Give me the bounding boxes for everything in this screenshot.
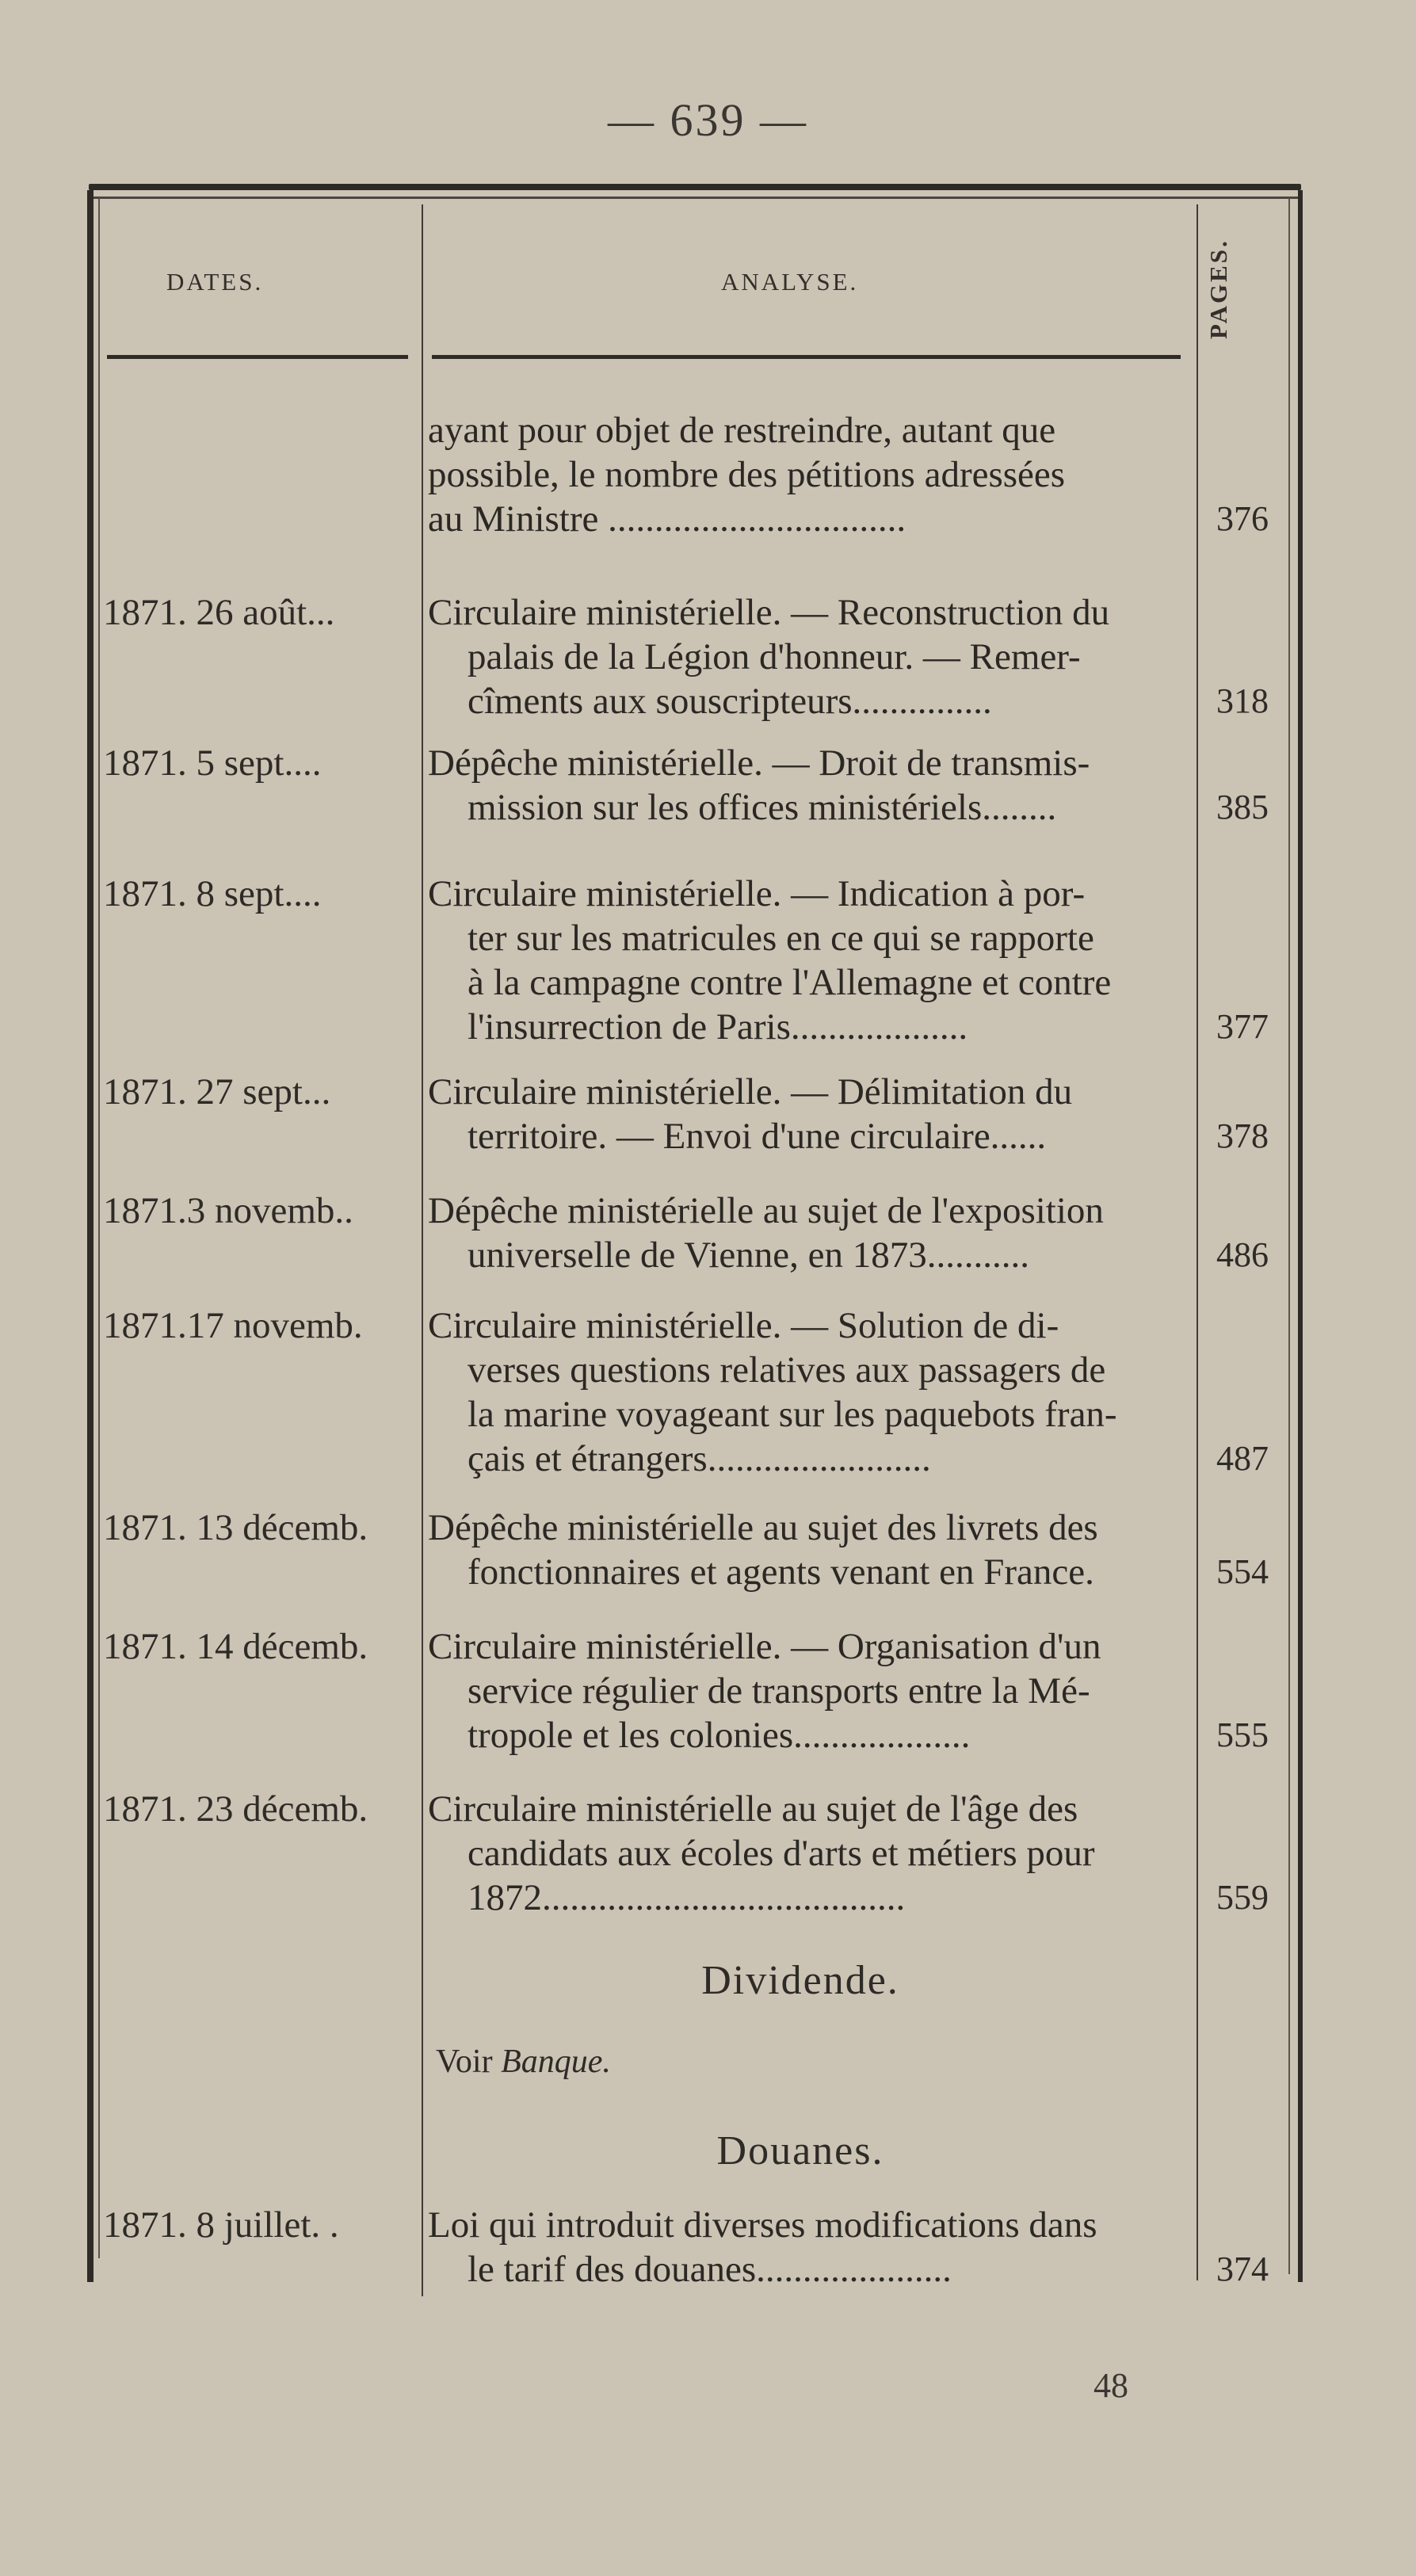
entry-page: 374	[1216, 2250, 1269, 2288]
entry-line: service régulier de transports entre la Mé-	[468, 1670, 1090, 1712]
entry-line: mission sur les offices ministériels........	[468, 787, 1057, 828]
see-also-prefix: Voir	[436, 2044, 493, 2080]
entry-date: 1871. 8 sept....	[103, 873, 322, 914]
entry-page: 559	[1216, 1878, 1269, 1917]
entry-line: Circulaire ministérielle. — Solution de di-	[428, 1305, 1059, 1346]
entry-analysis	[428, 1624, 1173, 1757]
entry-analysis	[428, 1070, 1173, 1158]
entry-date: 1871. 13 décemb.	[103, 1507, 368, 1548]
header-rule-analysis	[432, 355, 1181, 359]
section-title-douanes: Douanes.	[716, 2128, 884, 2173]
entry-analysis	[428, 408, 1173, 541]
column-rule-dates	[422, 204, 423, 2296]
entry-line: au Ministre ................................	[428, 498, 906, 540]
frame-right-rule	[1298, 190, 1303, 2282]
entry-page: 377	[1216, 1007, 1269, 1046]
header-analysis: ANALYSE.	[721, 268, 859, 296]
entry-analysis	[428, 1506, 1173, 1594]
entry-page: 385	[1216, 788, 1269, 826]
entry-line: cîments aux souscripteurs...............	[468, 681, 992, 722]
entry-line: le tarif des douanes.....................	[468, 2249, 952, 2290]
entry-page: 486	[1216, 1235, 1269, 1274]
section-title-dividende: Dividende.	[701, 1958, 899, 2003]
entry-date: 1871.17 novemb.	[103, 1305, 363, 1346]
entry-line: Dépêche ministérielle au sujet des livrets des	[428, 1507, 1098, 1548]
entry-line: Circulaire ministérielle. — Organisation d'un	[428, 1626, 1101, 1667]
entry-date: 1871. 26 août...	[103, 592, 335, 633]
see-also-reference	[436, 2043, 611, 2081]
entry-line: palais de la Légion d'honneur. — Remer-	[468, 636, 1081, 677]
see-also-link: Banque.	[501, 2044, 611, 2080]
column-rule-pages	[1197, 204, 1198, 2280]
entry-line: possible, le nombre des pétitions adressées	[428, 454, 1066, 495]
entry-line: Loi qui introduit diverses modifications dans	[428, 2204, 1097, 2246]
entry-page: 555	[1216, 1715, 1269, 1754]
entry-line: candidats aux écoles d'arts et métiers pour	[468, 1833, 1095, 1874]
entry-date: 1871. 5 sept....	[103, 742, 322, 784]
header-dates: DATES.	[166, 268, 264, 296]
entry-page: 318	[1216, 681, 1269, 720]
entry-line: Circulaire ministérielle. — Reconstruction du	[428, 592, 1110, 633]
page-number: — 639 —	[608, 94, 808, 146]
entry-date: 1871. 14 décemb.	[103, 1626, 368, 1667]
entry-line: Dépêche ministérielle au sujet de l'exposition	[428, 1190, 1104, 1231]
frame-left-thin-rule	[98, 198, 100, 2258]
entry-analysis	[428, 872, 1173, 1049]
entry-page: 487	[1216, 1439, 1269, 1478]
entry-analysis	[428, 1787, 1173, 1920]
entry-date: 1871. 23 décemb.	[103, 1788, 368, 1830]
header-rule-dates	[107, 355, 408, 359]
entry-line: universelle de Vienne, en 1873...........	[468, 1235, 1029, 1276]
entry-page: 378	[1216, 1116, 1269, 1155]
entry-analysis	[428, 1303, 1173, 1481]
entry-line: ter sur les matricules en ce qui se rapporte	[468, 918, 1094, 959]
frame-left-rule	[87, 190, 94, 2282]
entry-page: 376	[1216, 499, 1269, 538]
entry-analysis	[428, 590, 1173, 723]
entry-line: Circulaire ministérielle. — Indication à por-	[428, 873, 1086, 914]
frame-top-thin-rule	[89, 197, 1300, 199]
entry-line: à la campagne contre l'Allemagne et contre	[468, 962, 1112, 1003]
entry-analysis	[428, 1189, 1173, 1277]
entry-line: çais et étrangers........................	[468, 1438, 931, 1479]
entry-line: Circulaire ministérielle au sujet de l'âge des	[428, 1788, 1078, 1830]
entry-line: territoire. — Envoi d'une circulaire......	[468, 1116, 1047, 1157]
frame-top-rule	[89, 184, 1301, 190]
entry-line: verses questions relatives aux passagers de	[468, 1349, 1106, 1391]
header-pages: PAGES.	[1204, 239, 1232, 339]
entry-line: Circulaire ministérielle. — Délimitation du	[428, 1071, 1073, 1112]
entry-date: 1871. 27 sept...	[103, 1071, 331, 1112]
frame-right-thin-rule	[1288, 198, 1290, 2274]
entry-line: 1872.......................................	[468, 1877, 906, 1918]
entry-page: 554	[1216, 1552, 1269, 1591]
entry-analysis	[428, 2203, 1173, 2292]
entry-date: 1871. 8 juillet. .	[103, 2204, 339, 2246]
entry-analysis	[428, 741, 1173, 830]
entry-line: Dépêche ministérielle. — Droit de transmis-	[428, 742, 1090, 784]
entry-line: ayant pour objet de restreindre, autant que	[428, 410, 1056, 451]
entry-line: fonctionnaires et agents venant en France.	[468, 1551, 1094, 1593]
entry-line: tropole et les colonies...................	[468, 1715, 971, 1756]
entry-line: la marine voyageant sur les paquebots fran-	[468, 1394, 1117, 1435]
entry-line: l'insurrection de Paris...................	[468, 1006, 968, 1048]
signature-mark: 48	[1093, 2366, 1128, 2405]
entry-date: 1871.3 novemb..	[103, 1190, 353, 1231]
